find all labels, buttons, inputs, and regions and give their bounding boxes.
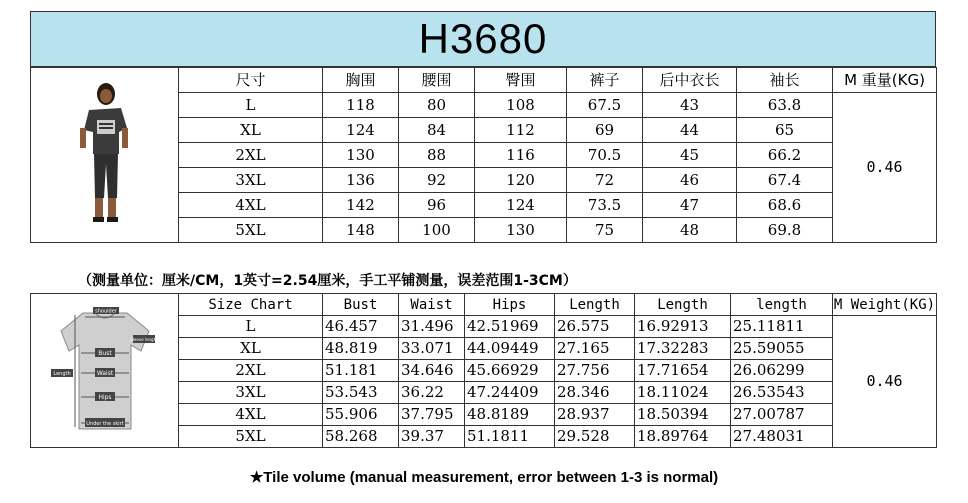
size-table-cn (30, 67, 937, 243)
svg-text:Waist: Waist (96, 369, 113, 377)
value-cell: 42.51969 (465, 316, 555, 338)
value-cell: 45.66929 (465, 360, 555, 382)
value-cell: 118 (323, 93, 399, 118)
svg-text:Length: Length (52, 370, 71, 377)
value-cell: 51.1811 (465, 426, 555, 448)
value-cell: 69.8 (737, 218, 833, 243)
size-cell: 5XL (179, 426, 323, 448)
value-cell: 17.32283 (635, 338, 731, 360)
value-cell: 68.6 (737, 193, 833, 218)
value-cell: 48.8189 (465, 404, 555, 426)
size-cell: XL (179, 118, 323, 143)
value-cell: 130 (475, 218, 567, 243)
size-cell: 4XL (179, 404, 323, 426)
value-cell: 142 (323, 193, 399, 218)
measurement-note-cn: （测量单位：厘米/CM，1英寸=2.54厘米，手工平铺测量，误差范围1-3CM） (78, 273, 577, 289)
garment-diagram-icon (45, 301, 165, 441)
value-cell: 18.50394 (635, 404, 731, 426)
size-cell: L (179, 316, 323, 338)
size-cell: XL (179, 338, 323, 360)
value-cell: 72 (567, 168, 643, 193)
svg-text:Hips: Hips (97, 393, 112, 401)
col-header-sleeve-length: length (731, 294, 833, 316)
col-header-waist: Waist (399, 294, 465, 316)
value-cell: 88 (399, 143, 475, 168)
size-cell: 2XL (179, 360, 323, 382)
value-cell: 37.795 (399, 404, 465, 426)
value-cell: 45 (643, 143, 737, 168)
product-code-title: H3680 (418, 15, 548, 62)
value-cell: 26.53543 (731, 382, 833, 404)
value-cell: 84 (399, 118, 475, 143)
value-cell: 136 (323, 168, 399, 193)
col-header-waist: 腰围 (399, 68, 475, 93)
col-header-size: 尺寸 (179, 68, 323, 93)
value-cell: 108 (475, 93, 567, 118)
value-cell: 55.906 (323, 404, 399, 426)
value-cell: 124 (475, 193, 567, 218)
model-photo (31, 68, 179, 243)
col-header-bust: 胸围 (323, 68, 399, 93)
svg-text:Sleeve length: Sleeve length (129, 336, 158, 342)
value-cell: 75 (567, 218, 643, 243)
value-cell: 27.48031 (731, 426, 833, 448)
size-cell: 3XL (179, 382, 323, 404)
table-header-row (31, 294, 937, 316)
value-cell: 44 (643, 118, 737, 143)
value-cell: 48 (643, 218, 737, 243)
col-header-weight: M 重量(KG) (833, 68, 937, 93)
table-header-row (31, 68, 937, 93)
size-cell: 3XL (179, 168, 323, 193)
size-table-en (30, 293, 937, 448)
value-cell: 26.575 (555, 316, 635, 338)
value-cell: 112 (475, 118, 567, 143)
value-cell: 51.181 (323, 360, 399, 382)
value-cell: 47 (643, 193, 737, 218)
value-cell: 53.543 (323, 382, 399, 404)
value-cell: 44.09449 (465, 338, 555, 360)
value-cell: 48.819 (323, 338, 399, 360)
value-cell: 25.59055 (731, 338, 833, 360)
value-cell: 43 (643, 93, 737, 118)
value-cell: 120 (475, 168, 567, 193)
value-cell: 69 (567, 118, 643, 143)
value-cell: 96 (399, 193, 475, 218)
value-cell: 27.165 (555, 338, 635, 360)
value-cell: 26.06299 (731, 360, 833, 382)
value-cell: 130 (323, 143, 399, 168)
col-header-hips: 臀围 (475, 68, 567, 93)
value-cell: 34.646 (399, 360, 465, 382)
value-cell: 31.496 (399, 316, 465, 338)
value-cell: 80 (399, 93, 475, 118)
value-cell: 16.92913 (635, 316, 731, 338)
value-cell: 28.346 (555, 382, 635, 404)
size-cell: 2XL (179, 143, 323, 168)
col-header-sleeve: 袖长 (737, 68, 833, 93)
col-header-pants: 裤子 (567, 68, 643, 93)
value-cell: 124 (323, 118, 399, 143)
size-cell: L (179, 93, 323, 118)
size-cell: 4XL (179, 193, 323, 218)
measurement-note-en (0, 468, 968, 486)
col-header-bust: Bust (323, 294, 399, 316)
value-cell: 18.11024 (635, 382, 731, 404)
svg-text:Bust: Bust (97, 349, 112, 357)
value-cell: 92 (399, 168, 475, 193)
value-cell: 148 (323, 218, 399, 243)
col-header-weight: M Weight(KG) (833, 294, 937, 316)
value-cell: 63.8 (737, 93, 833, 118)
value-cell: 46 (643, 168, 737, 193)
value-cell: 36.22 (399, 382, 465, 404)
col-header-back-length: 后中衣长 (643, 68, 737, 93)
size-cell: 5XL (179, 218, 323, 243)
svg-text:shoulder: shoulder (94, 308, 117, 314)
value-cell: 39.37 (399, 426, 465, 448)
value-cell: 67.5 (567, 93, 643, 118)
weight-cell: 0.46 (833, 93, 937, 243)
value-cell: 29.528 (555, 426, 635, 448)
value-cell: 70.5 (567, 143, 643, 168)
model-photo-icon (75, 80, 135, 230)
value-cell: 116 (475, 143, 567, 168)
value-cell: 65 (737, 118, 833, 143)
value-cell: 17.71654 (635, 360, 731, 382)
weight-cell: 0.46 (833, 316, 937, 448)
value-cell: 47.24409 (465, 382, 555, 404)
value-cell: 27.756 (555, 360, 635, 382)
value-cell: 25.11811 (731, 316, 833, 338)
garment-diagram (31, 294, 179, 448)
col-header-size-chart: Size Chart (179, 294, 323, 316)
value-cell: 67.4 (737, 168, 833, 193)
value-cell: 33.071 (399, 338, 465, 360)
col-header-length-2: Length (635, 294, 731, 316)
col-header-hips: Hips (465, 294, 555, 316)
value-cell: 58.268 (323, 426, 399, 448)
value-cell: 27.00787 (731, 404, 833, 426)
title-bar (30, 11, 936, 67)
star-icon: ★ (249, 469, 264, 486)
value-cell: 73.5 (567, 193, 643, 218)
value-cell: 100 (399, 218, 475, 243)
value-cell: 18.89764 (635, 426, 731, 448)
svg-text:Under the skirt: Under the skirt (85, 420, 124, 427)
value-cell: 46.457 (323, 316, 399, 338)
col-header-length: Length (555, 294, 635, 316)
value-cell: 28.937 (555, 404, 635, 426)
value-cell: 66.2 (737, 143, 833, 168)
note-en-text: Tile volume (manual measurement, error between 1-3 is normal) (263, 469, 719, 486)
